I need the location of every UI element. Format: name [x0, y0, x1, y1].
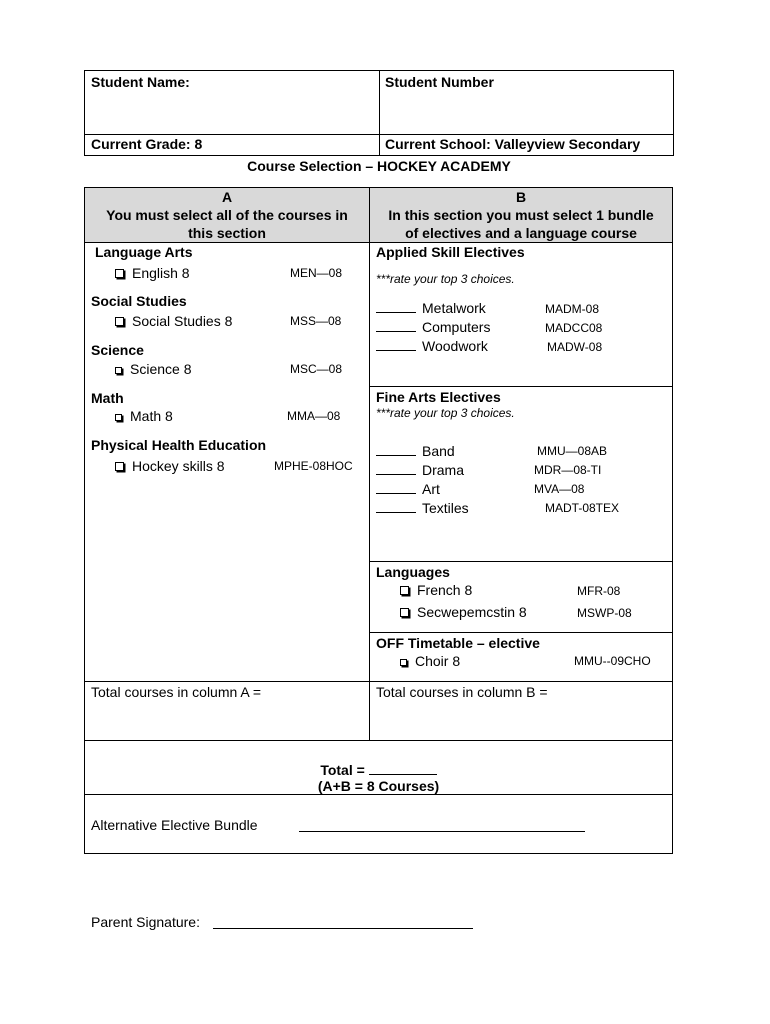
- total-blank[interactable]: [369, 761, 437, 775]
- checkbox-icon[interactable]: [400, 608, 409, 617]
- course-science-8[interactable]: Science 8: [115, 361, 191, 377]
- section-language-arts: Language Arts: [95, 244, 193, 260]
- parent-signature-field[interactable]: [213, 928, 473, 929]
- column-a-letter: A: [221, 189, 233, 205]
- section-languages: Languages: [376, 564, 450, 580]
- rating-note: ***rate your top 3 choices.: [376, 406, 515, 420]
- course-code: MSC—08: [290, 362, 343, 376]
- rank-blank[interactable]: [376, 501, 416, 513]
- course-code: MADT-08TEX: [545, 501, 620, 515]
- rank-blank[interactable]: [376, 444, 416, 456]
- course-code: MMU--09CHO: [574, 654, 651, 668]
- student-number-field[interactable]: Student Number: [385, 74, 494, 90]
- elective-band[interactable]: Band: [376, 443, 455, 459]
- course-english-8[interactable]: English 8: [115, 265, 190, 281]
- course-code: MMU—08AB: [537, 444, 608, 458]
- course-math-8[interactable]: Math 8: [115, 408, 173, 424]
- section-math: Math: [91, 390, 124, 406]
- section-fine-arts-electives: Fine Arts Electives: [376, 389, 501, 405]
- course-code: MSS—08: [290, 314, 342, 328]
- column-b-heading-cont: of electives and a language course: [405, 225, 637, 241]
- checkbox-icon[interactable]: [115, 269, 124, 278]
- column-b-letter: B: [515, 189, 527, 205]
- section-physical-health-education: Physical Health Education: [91, 437, 267, 453]
- language-french-8[interactable]: French 8: [400, 582, 472, 598]
- checkbox-icon[interactable]: [115, 367, 122, 374]
- current-school: Current School: Valleyview Secondary: [385, 136, 641, 152]
- course-code: MVA—08: [534, 482, 585, 496]
- total-column-b[interactable]: Total courses in column B =: [376, 684, 548, 700]
- column-b-heading: In this section you must select 1 bundle: [388, 207, 654, 223]
- alternative-elective-bundle-field[interactable]: [299, 831, 585, 832]
- grand-total[interactable]: Total =: [85, 761, 672, 778]
- course-code: MFR-08: [577, 584, 621, 598]
- elective-computers[interactable]: Computers: [376, 319, 490, 335]
- rank-blank[interactable]: [376, 301, 416, 313]
- course-code: MMA—08: [287, 409, 341, 423]
- elective-textiles[interactable]: Textiles: [376, 500, 469, 516]
- total-column-a[interactable]: Total courses in column A =: [91, 684, 262, 700]
- checkbox-icon[interactable]: [400, 659, 407, 666]
- column-a-heading-cont: this section: [188, 225, 266, 241]
- checkbox-icon[interactable]: [400, 586, 409, 595]
- column-a-heading: You must select all of the courses in: [106, 207, 348, 223]
- section-applied-skill-electives: Applied Skill Electives: [376, 244, 525, 260]
- section-science: Science: [91, 342, 144, 358]
- parent-signature-label: Parent Signature:: [91, 914, 200, 930]
- elective-art[interactable]: Art: [376, 481, 440, 497]
- section-off-timetable: OFF Timetable – elective: [376, 635, 540, 651]
- language-secwepemcstin-8[interactable]: Secwepemcstin 8: [400, 604, 527, 620]
- section-social-studies: Social Studies: [91, 293, 187, 309]
- course-code: MEN—08: [290, 266, 343, 280]
- checkbox-icon[interactable]: [115, 317, 124, 326]
- rank-blank[interactable]: [376, 339, 416, 351]
- course-code: MPHE-08HOC: [274, 459, 353, 473]
- elective-drama[interactable]: Drama: [376, 462, 464, 478]
- rank-blank[interactable]: [376, 482, 416, 494]
- checkbox-icon[interactable]: [115, 462, 124, 471]
- form-title: Course Selection – HOCKEY ACADEMY: [247, 158, 511, 174]
- total-requirement: (A+B = 8 Courses): [317, 778, 440, 794]
- course-code: MSWP-08: [577, 606, 632, 620]
- rank-blank[interactable]: [376, 320, 416, 332]
- course-social-studies-8[interactable]: Social Studies 8: [115, 313, 232, 329]
- course-hockey-skills-8[interactable]: Hockey skills 8: [115, 458, 225, 474]
- rank-blank[interactable]: [376, 463, 416, 475]
- course-code: MADM-08: [545, 302, 600, 316]
- student-name-field[interactable]: Student Name:: [91, 74, 190, 90]
- elective-choir-8[interactable]: Choir 8: [400, 653, 460, 669]
- checkbox-icon[interactable]: [115, 414, 122, 421]
- alternative-elective-bundle-label: Alternative Elective Bundle: [91, 817, 258, 833]
- rating-note: ***rate your top 3 choices.: [376, 272, 515, 286]
- course-code: MADCC08: [545, 321, 603, 335]
- current-grade: Current Grade: 8: [91, 136, 203, 152]
- course-code: MDR—08-TI: [534, 463, 602, 477]
- elective-metalwork[interactable]: Metalwork: [376, 300, 486, 316]
- elective-woodwork[interactable]: Woodwork: [376, 338, 488, 354]
- course-code: MADW-08: [547, 340, 603, 354]
